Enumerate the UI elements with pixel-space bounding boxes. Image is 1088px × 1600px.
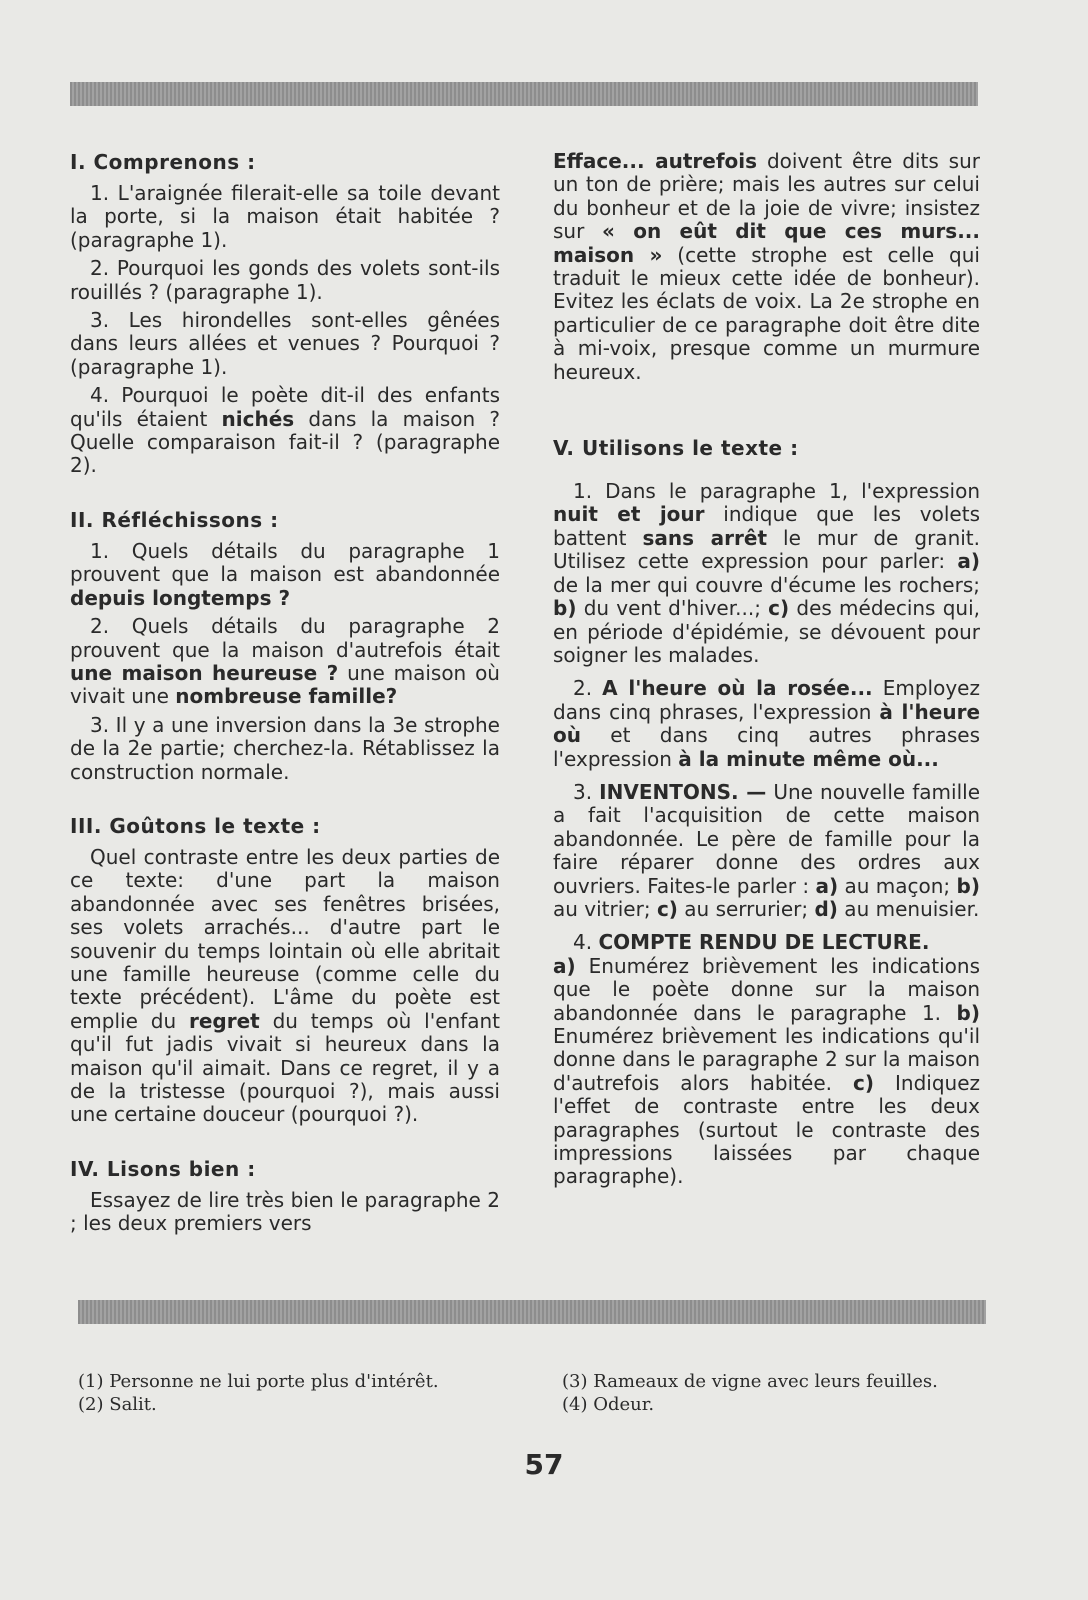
footnote-3: (3) Rameaux de vigne avec leurs feuilles. bbox=[562, 1371, 938, 1392]
footnote-4: (4) Odeur. bbox=[562, 1394, 655, 1415]
s1-question-1: 1. L'araignée filerait-elle sa toile devant la porte, si la maison était habitée ? (paragraphe 1). bbox=[70, 181, 500, 252]
s3-paragraph: Quel contraste entre les deux parties de ce texte: d'une part la maison abandonnée avec ses fenêtres brisées, ses volets arrachés... d'autre part le souvenir du temps lointain où elle abritait une famille heureuse (comme celle du texte précédent). L'âme du poète est emplie du regret du temps où l'enfant qu'il fut jadis vivait si heureux dans la maison qu'il aimait. Dans ce regret, il y a de la tristesse (pourquoi ?), mais aussi une certaine douceur (pourquoi ?). bbox=[70, 844, 500, 1127]
s4-paragraph-start: Essayez de lire très bien le paragraphe 2 ; les deux premiers vers bbox=[70, 1187, 500, 1236]
right-column bbox=[553, 150, 980, 1189]
s1-question-4: 4. Pourquoi le poète dit-il des enfants qu'ils étaient nichés dans la maison ? Quelle comparaison fait-il ? (paragraphe 2). bbox=[70, 383, 501, 478]
bottom-decorative-band bbox=[78, 1300, 986, 1324]
section-4-heading: IV. Lisons bien : bbox=[70, 1156, 256, 1181]
top-decorative-band bbox=[70, 82, 978, 106]
section-2-heading: II. Réfléchissons : bbox=[70, 507, 279, 532]
s5-question-3: 3. INVENTONS. — Une nouvelle famille a fait l'acquisition de cette maison abandonnée. Le père de famille pour la faire réparer donne des ordres aux ouvriers. Faites-le parler : a) au maçon; b) au vitrier; c) au serrurier; d) au menuisier. bbox=[553, 779, 981, 921]
s5-question-4-heading: 4. COMPTE RENDU DE LECTURE. bbox=[573, 930, 930, 955]
s2-question-1: 1. Quels détails du paragraphe 1 prouvent que la maison est abandonnée depuis longtemps ? bbox=[70, 538, 500, 610]
s2-question-3: 3. Il y a une inversion dans la 3e strophe de la 2e partie; cherchez-la. Rétablissez la construction normale. bbox=[70, 712, 500, 784]
footnotes-left bbox=[78, 1370, 538, 1416]
section-3-heading: III. Goûtons le texte : bbox=[70, 813, 321, 838]
s5-question-2: 2. A l'heure où la rosée... Employez dans cinq phrases, l'expression à l'heure où et dans cinq autres phrases l'expression à la minute même où... bbox=[553, 676, 981, 771]
left-column bbox=[70, 150, 500, 1236]
s2-question-2: 2. Quels détails du paragraphe 2 prouvent que la maison d'autrefois était une maison heureuse ? une maison où vivait une nombreuse famille? bbox=[70, 614, 500, 709]
page-number: 57 bbox=[524, 1448, 564, 1481]
s1-question-3: 3. Les hirondelles sont-elles gênées dans leurs allées et venues ? Pourquoi ? (paragraphe 1). bbox=[70, 308, 500, 379]
s4-paragraph-continued: Efface... autrefois doivent être dits sur un ton de prière; mais les autres sur celui du bonheur et de la joie de vivre; insistez sur « on eût dit que ces murs... maison » (cette strophe est celle qui traduit le mieux cette idée de bonheur). Evitez les éclats de voix. La 2e strophe en particulier de ce paragraphe doit être dite à mi-voix, presque comme un murmure heureux. bbox=[553, 149, 980, 384]
footnote-2: (2) Salit. bbox=[78, 1394, 157, 1415]
s1-question-2: 2. Pourquoi les gonds des volets sont-ils rouillés ? (paragraphe 1). bbox=[70, 256, 500, 304]
footnotes-right bbox=[562, 1370, 986, 1416]
footnote-1: (1) Personne ne lui porte plus d'intérêt. bbox=[78, 1371, 439, 1392]
section-1-heading: I. Comprenons : bbox=[70, 150, 256, 174]
s5-question-4-body: a) Enumérez brièvement les indications que le poète donne sur la maison abandonnée dans le paragraphe 1. b) Enumérez brièvement les indications qu'il donne dans le paragraphe 2 sur la maison d'autrefois alors habitée. c) Indiquez l'effet de contraste entre les deux paragraphes (surtout le contraste des impressions laissées par chaque paragraphe). bbox=[553, 953, 980, 1189]
s5-question-1: 1. Dans le paragraphe 1, l'expression nuit et jour indique que les volets battent sans arrêt le mur de granit. Utilisez cette expression pour parler: a) de la mer qui couvre d'écume les rochers; b) du vent d'hiver...; c) des médecins qui, en période d'épidémie, se dévouent pour soigner les malades. bbox=[553, 479, 980, 667]
section-5-heading: V. Utilisons le texte : bbox=[553, 436, 799, 461]
